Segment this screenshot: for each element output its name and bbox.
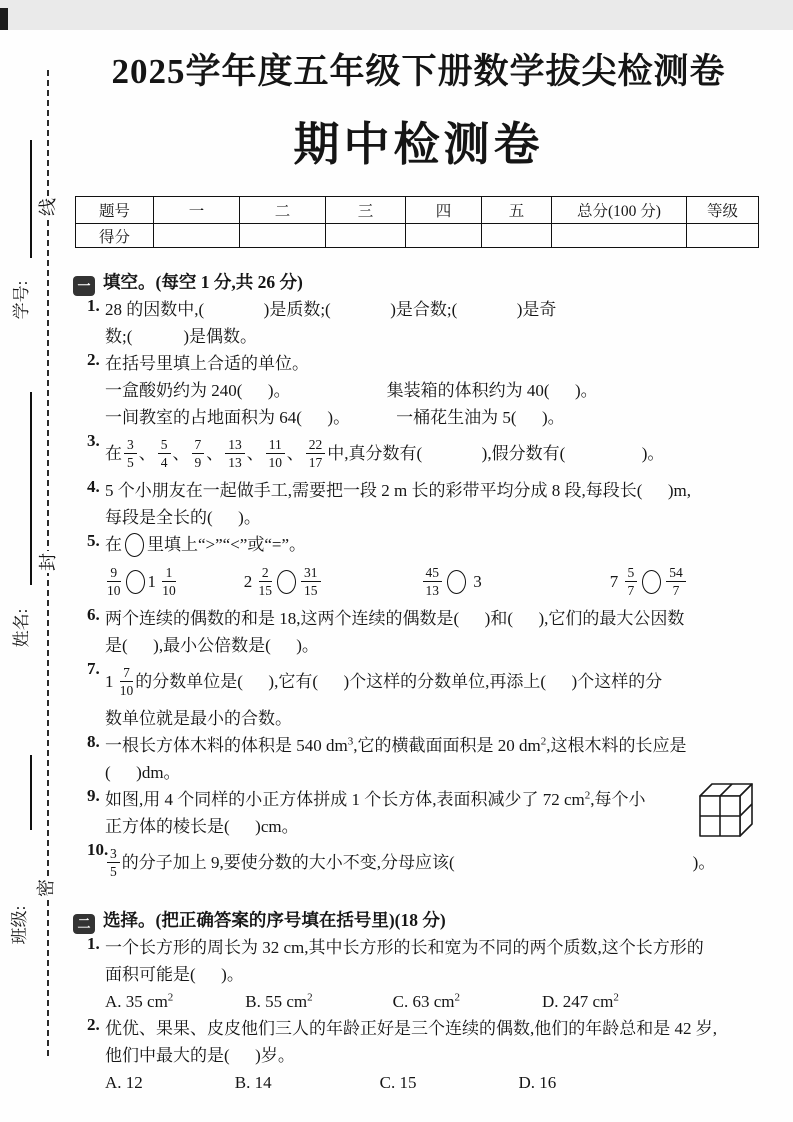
section-title: 选择。(把正确答案的序号填在括号里)(18 分) bbox=[103, 910, 446, 931]
text-run: 面积可能是( )。 bbox=[105, 965, 244, 985]
exam-title: 2025学年度五年级下册数学拔尖检测卷 bbox=[111, 52, 726, 91]
score-col-5: 五 bbox=[482, 197, 552, 224]
question-number: 1. bbox=[87, 296, 100, 315]
fraction bbox=[107, 846, 120, 880]
fraction-numerator: 31 bbox=[301, 565, 321, 583]
comparison-circle bbox=[277, 570, 296, 594]
text-run: 7 bbox=[609, 572, 623, 592]
text-run: 、 bbox=[172, 444, 190, 463]
text-run: 在括号里填上合适的单位。 bbox=[105, 354, 309, 373]
text-run: 集装箱的体积约为 40( )。 bbox=[386, 381, 598, 400]
question-line bbox=[105, 732, 762, 759]
question bbox=[87, 477, 762, 531]
question-line bbox=[105, 350, 762, 377]
question-line bbox=[105, 759, 762, 786]
text-run: 是( ),最小公倍数是( )。 bbox=[105, 636, 319, 656]
fraction-numerator: 2 bbox=[259, 565, 273, 583]
question-number: 2. bbox=[87, 1015, 100, 1035]
score-cell-3 bbox=[326, 224, 406, 248]
text-run: 在 bbox=[105, 444, 122, 463]
fraction bbox=[192, 437, 205, 471]
fraction-denominator: 13 bbox=[425, 583, 439, 599]
student-id-blank-line bbox=[30, 140, 32, 258]
fraction-numerator: 9 bbox=[107, 565, 121, 583]
fraction-denominator: 10 bbox=[268, 455, 282, 471]
name-blank-line bbox=[30, 392, 32, 585]
text-run: A. 12 bbox=[105, 1073, 143, 1093]
class-label: 班级: bbox=[10, 905, 29, 945]
fraction-denominator: 7 bbox=[627, 583, 635, 599]
question-line bbox=[105, 786, 762, 813]
question-line bbox=[105, 1069, 762, 1096]
comparison-circle bbox=[126, 570, 145, 594]
text-run: 里填上“>”“<”或“=”。 bbox=[147, 535, 307, 554]
exam-subtitle: 期中检测卷 bbox=[293, 119, 544, 170]
text-run: C. 63 cm bbox=[392, 992, 455, 1012]
question-line bbox=[105, 840, 762, 886]
fraction-numerator: 45 bbox=[423, 565, 443, 583]
fraction-numerator: 11 bbox=[266, 437, 285, 455]
text-run: ,它的横截面面积是 20 dm bbox=[353, 736, 541, 756]
superscript: 2 bbox=[584, 789, 591, 802]
question-line bbox=[105, 477, 762, 504]
question-line bbox=[105, 504, 762, 531]
text-run: 数单位就是最小的合数。 bbox=[105, 709, 292, 729]
text-run: 、 bbox=[206, 444, 224, 463]
score-table-header-row bbox=[76, 197, 759, 224]
fraction-numerator: 5 bbox=[625, 565, 638, 583]
fraction-numerator: 3 bbox=[107, 846, 120, 864]
question-line bbox=[105, 961, 762, 988]
score-cell-6 bbox=[552, 224, 687, 248]
text-run: 、 bbox=[138, 444, 156, 463]
text-run: 1 bbox=[147, 572, 161, 592]
fraction-denominator: 10 bbox=[162, 583, 176, 599]
section-2-header bbox=[75, 906, 762, 934]
fraction bbox=[158, 437, 171, 471]
text-run: 一盒酸奶约为 240( )。 bbox=[105, 381, 291, 400]
fraction-denominator: 15 bbox=[304, 583, 318, 599]
fraction-denominator: 5 bbox=[127, 455, 134, 471]
question bbox=[87, 605, 762, 659]
text-run: D. 16 bbox=[518, 1073, 557, 1093]
score-col-4: 四 bbox=[406, 197, 482, 224]
score-col-3: 三 bbox=[326, 197, 406, 224]
text-run: )。 bbox=[692, 853, 716, 873]
question-number: 10. bbox=[87, 840, 109, 860]
superscript: 2 bbox=[613, 991, 619, 1004]
fraction bbox=[120, 665, 134, 699]
fraction-numerator: 3 bbox=[124, 437, 137, 455]
text-run: 5 个小朋友在一起做手工,需要把一段 2 m 长的彩带平均分成 8 段,每段长( )m, bbox=[105, 481, 692, 500]
text-run: 一个长方形的周长为 32 cm,其中长方形的长和宽为不同的两个质数,这个长方形的 bbox=[105, 938, 704, 958]
fraction-denominator: 10 bbox=[119, 683, 134, 699]
text-run: ,这根木料的长应是 bbox=[546, 736, 687, 756]
text-run: 的分子加上 9,要使分数的大小不变,分母应该( bbox=[121, 853, 455, 873]
seal-char-line: 线 bbox=[38, 198, 58, 216]
section-badge: 一 bbox=[73, 276, 95, 296]
fraction bbox=[107, 565, 121, 599]
question-number: 4. bbox=[87, 477, 100, 496]
text-run: C. 15 bbox=[379, 1073, 417, 1093]
fraction-numerator: 22 bbox=[306, 437, 326, 455]
fraction bbox=[625, 565, 638, 599]
question bbox=[87, 934, 762, 1015]
question-line bbox=[105, 659, 762, 705]
fraction-denominator: 5 bbox=[110, 864, 117, 880]
section-badge: 二 bbox=[73, 914, 95, 934]
section-title: 填空。(每空 1 分,共 26 分) bbox=[103, 272, 303, 292]
comparison-circle bbox=[447, 570, 466, 594]
fraction bbox=[124, 437, 137, 471]
score-table-score-row bbox=[76, 224, 759, 248]
comparison-circle bbox=[125, 533, 144, 557]
question-line bbox=[105, 988, 762, 1015]
score-col-1: 一 bbox=[154, 197, 240, 224]
fraction bbox=[306, 437, 326, 471]
score-col-7: 等级 bbox=[687, 197, 759, 224]
text-run: 他们中最大的是( )岁。 bbox=[105, 1046, 295, 1066]
question-line bbox=[105, 559, 762, 605]
question-line bbox=[105, 531, 762, 559]
question bbox=[87, 531, 762, 605]
text-run: 正方体的棱长是( )cm。 bbox=[105, 817, 299, 837]
question-number: 7. bbox=[87, 659, 100, 679]
class-blank-line bbox=[30, 755, 32, 830]
question bbox=[87, 1015, 762, 1096]
question-line bbox=[105, 323, 762, 350]
score-cell-7 bbox=[687, 224, 759, 248]
fraction bbox=[225, 437, 245, 471]
question-line bbox=[105, 1042, 762, 1069]
fraction-denominator: 10 bbox=[107, 583, 121, 599]
fraction-numerator: 7 bbox=[120, 665, 134, 683]
question bbox=[87, 350, 762, 431]
question-number: 8. bbox=[87, 732, 100, 752]
text-run: 数;( )是偶数。 bbox=[105, 327, 258, 346]
fraction-denominator: 13 bbox=[228, 455, 242, 471]
fraction-denominator: 7 bbox=[672, 583, 680, 599]
text-run: B. 14 bbox=[234, 1073, 272, 1093]
score-cell-1 bbox=[154, 224, 240, 248]
text-run: A. 35 cm bbox=[105, 992, 168, 1012]
comparison-circle bbox=[642, 570, 661, 594]
score-col-6: 总分(100 分) bbox=[552, 197, 687, 224]
text-run: D. 247 cm bbox=[542, 992, 614, 1012]
question bbox=[87, 840, 762, 886]
superscript: 3 bbox=[347, 735, 354, 748]
question-line bbox=[105, 813, 762, 840]
fraction-numerator: 7 bbox=[192, 437, 205, 455]
question-number: 9. bbox=[87, 786, 100, 806]
fraction-numerator: 54 bbox=[666, 565, 686, 583]
question-number: 1. bbox=[87, 934, 100, 954]
question-number: 2. bbox=[87, 350, 100, 369]
question-line bbox=[105, 296, 762, 323]
exam-content bbox=[75, 0, 762, 1096]
text-run: 、 bbox=[286, 444, 304, 463]
question bbox=[87, 431, 762, 477]
cube-figure bbox=[698, 780, 760, 843]
question-line bbox=[105, 431, 762, 477]
score-cell-4 bbox=[406, 224, 482, 248]
fraction bbox=[259, 565, 273, 599]
text-run: 优优、果果、皮皮他们三人的年龄正好是三个连续的偶数,他们的年龄总和是 42 岁, bbox=[105, 1019, 717, 1039]
question bbox=[87, 786, 762, 840]
fraction bbox=[266, 437, 285, 471]
text-run: 在 bbox=[105, 535, 122, 554]
superscript: 2 bbox=[540, 735, 547, 748]
question-number: 3. bbox=[87, 431, 100, 450]
fraction-denominator: 4 bbox=[160, 455, 168, 471]
question-line bbox=[105, 632, 762, 659]
student-id-label: 学号: bbox=[12, 280, 31, 320]
section-1-header bbox=[75, 268, 762, 296]
text-run: 28 的因数中,( )是质数;( )是合数;( )是奇 bbox=[105, 300, 557, 319]
question bbox=[87, 732, 762, 786]
text-run: 的分数单位是( ),它有( )个这样的分数单位,再添上( )个这样的分 bbox=[135, 672, 663, 692]
score-cell-5 bbox=[482, 224, 552, 248]
text-run: 1 bbox=[105, 672, 118, 692]
question-line bbox=[105, 404, 762, 431]
fraction bbox=[301, 565, 321, 599]
question-line bbox=[105, 377, 762, 404]
text-run: 一间教室的占地面积为 64( )。 bbox=[105, 408, 351, 427]
text-run: ( )dm。 bbox=[105, 763, 181, 783]
text-run: 如图,用 4 个同样的小正方体拼成 1 个长方体,表面积减少了 72 cm bbox=[105, 790, 585, 810]
fraction-numerator: 1 bbox=[162, 565, 176, 583]
question-line bbox=[105, 705, 762, 732]
question bbox=[87, 296, 762, 350]
score-col-2: 二 bbox=[240, 197, 326, 224]
fraction-numerator: 13 bbox=[225, 437, 245, 455]
score-cell-2 bbox=[240, 224, 326, 248]
text-run: 、 bbox=[246, 444, 264, 463]
score-col-0: 题号 bbox=[76, 197, 154, 224]
fraction bbox=[162, 565, 176, 599]
seal-char-mi: 密 bbox=[36, 879, 56, 897]
question bbox=[87, 659, 762, 732]
text-run: ,每个小 bbox=[590, 790, 646, 810]
text-run: 两个连续的偶数的和是 18,这两个连续的偶数是( )和( ),它们的最大公因数 bbox=[105, 609, 685, 629]
scan-corner-mark bbox=[0, 8, 8, 30]
text-run: 一桶花生油为 5( )。 bbox=[396, 408, 565, 427]
fraction-numerator: 5 bbox=[158, 437, 171, 455]
score-row-label: 得分 bbox=[76, 224, 154, 248]
question-number: 6. bbox=[87, 605, 100, 625]
fraction-denominator: 15 bbox=[258, 583, 272, 599]
fraction bbox=[666, 565, 686, 599]
question-line bbox=[105, 934, 762, 961]
seal-char-feng: 封 bbox=[38, 553, 58, 571]
text-run: 2 bbox=[243, 572, 257, 592]
fraction-denominator: 17 bbox=[308, 455, 323, 471]
text-run: B. 55 cm bbox=[245, 992, 308, 1012]
score-table bbox=[75, 196, 759, 248]
text-run: 中,真分数有( ),假分数有( )。 bbox=[327, 444, 665, 463]
text-run: 一根长方体木料的体积是 540 dm bbox=[105, 736, 348, 756]
question-number: 5. bbox=[87, 531, 100, 550]
name-label: 姓名: bbox=[12, 608, 31, 648]
question-line bbox=[105, 605, 762, 632]
fraction bbox=[423, 565, 443, 599]
superscript: 2 bbox=[454, 991, 461, 1004]
superscript: 2 bbox=[167, 991, 174, 1004]
fraction-denominator: 9 bbox=[194, 455, 202, 471]
text-run: 每段是全长的( )。 bbox=[105, 508, 261, 527]
text-run: 3 bbox=[469, 572, 482, 592]
superscript: 2 bbox=[307, 991, 313, 1004]
question-line bbox=[105, 1015, 762, 1042]
